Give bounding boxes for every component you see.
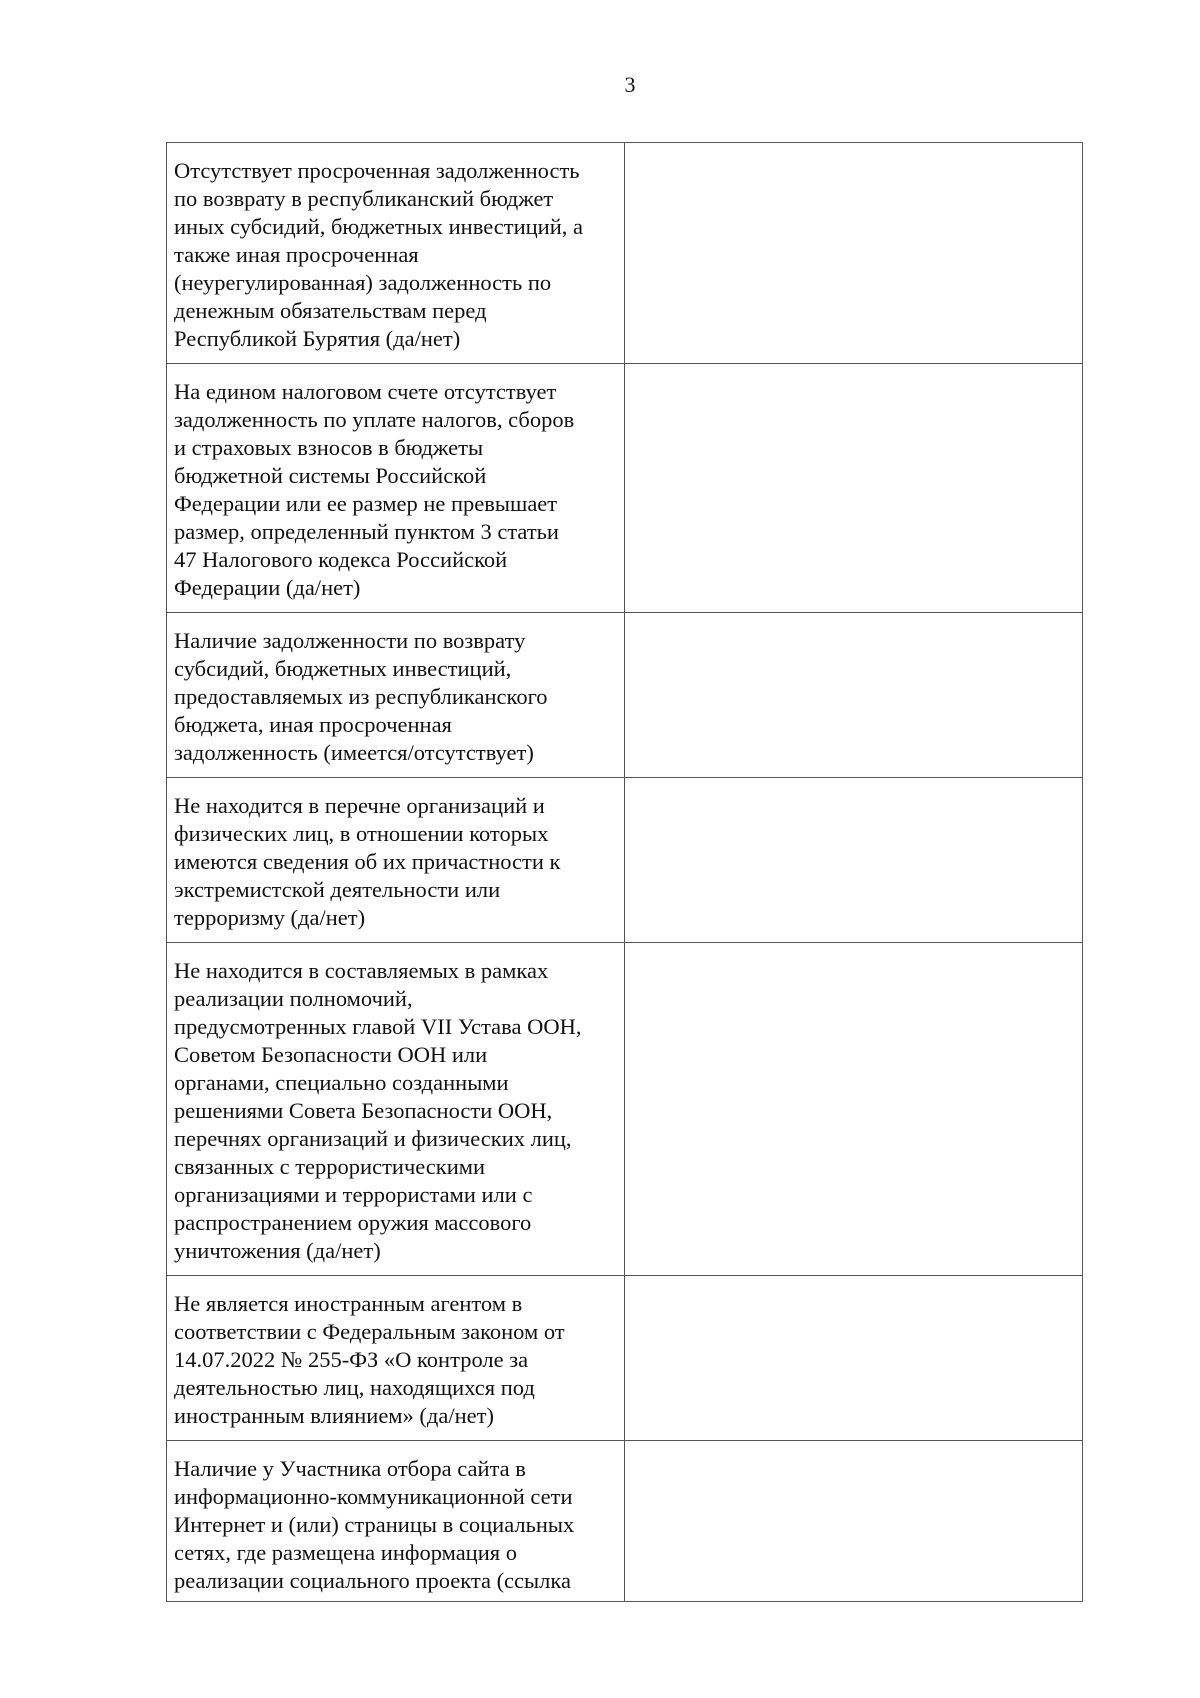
criterion-text-line: Не находится в перечне организаций и [174,793,545,818]
table-row [167,143,1083,364]
table-row [167,613,1083,778]
criterion-text-line: перечнях организаций и физических лиц, [174,1126,572,1151]
table-row [167,943,1083,1276]
criterion-label-cell [167,778,625,943]
criterion-text-line: и страховых взносов в бюджеты [174,435,484,460]
criterion-text-line: бюджетной системы Российской [174,463,487,488]
criterion-text-line: задолженность по уплате налогов, сборов [174,407,575,432]
criterion-text-line: Федерации или ее размер не превышает [174,491,558,516]
criterion-text-line: размер, определенный пунктом 3 статьи [174,519,559,544]
table-row [167,778,1083,943]
criterion-label-cell [167,613,625,778]
criterion-answer-cell[interactable] [625,778,1083,943]
criterion-text-line: Интернет и (или) страницы в социальных [174,1512,575,1537]
criterion-text-line: по возврату в республиканский бюджет [174,186,554,211]
criterion-text-line: бюджета, иная просроченная [174,712,452,737]
criterion-text-line: Республикой Бурятия (да/нет) [174,326,461,351]
criterion-label-cell [167,143,625,364]
criterion-text-line: сетях, где размещена информация о [174,1540,517,1565]
questionnaire-table [166,142,1083,1602]
criterion-answer-cell[interactable] [625,613,1083,778]
criterion-text-line: информационно-коммуникационной сети [174,1484,573,1509]
criterion-text-line: На едином налоговом счете отсутствует [174,379,557,404]
criterion-text-line: (неурегулированная) задолженность по [174,270,552,295]
criterion-text-line: решениями Совета Безопасности ООН, [174,1098,553,1123]
criterion-answer-cell[interactable] [625,364,1083,613]
criterion-label-cell [167,943,625,1276]
criterion-text-line: 47 Налогового кодекса Российской [174,547,508,572]
criterion-text-line: предусмотренных главой VII Устава ООН, [174,1014,582,1039]
table-body [167,143,1083,1602]
criterion-text-line: соответствии с Федеральным законом от [174,1319,565,1344]
criterion-text-line: субсидий, бюджетных инвестиций, [174,656,512,681]
criterion-text-line: Федерации (да/нет) [174,575,361,600]
criterion-text-line: предоставляемых из республиканского [174,684,548,709]
criterion-text-line: Наличие у Участника отбора сайта в [174,1456,526,1481]
criterion-answer-cell[interactable] [625,1441,1083,1602]
criterion-text-line: также иная просроченная [174,242,419,267]
criterion-label-cell [167,1276,625,1441]
criterion-text-line: организациями и террористами или с [174,1182,533,1207]
criterion-text-line: связанных с террористическими [174,1154,486,1179]
criterion-text-line: иных субсидий, бюджетных инвестиций, а [174,214,583,239]
criterion-label-cell [167,1441,625,1602]
criterion-text-line: Отсутствует просроченная задолженность [174,158,580,183]
criterion-answer-cell[interactable] [625,143,1083,364]
criterion-text-line: органами, специально созданными [174,1070,509,1095]
criterion-text-line: иностранным влиянием» (да/нет) [174,1403,494,1428]
criterion-text-line: физических лиц, в отношении которых [174,821,549,846]
table-row [167,1276,1083,1441]
table-row [167,364,1083,613]
criterion-text-line: распространением оружия массового [174,1210,532,1235]
table-row [167,1441,1083,1602]
page-number: 3 [624,72,636,97]
criterion-text-line: Наличие задолженности по возврату [174,628,526,653]
criterion-answer-cell[interactable] [625,1276,1083,1441]
criterion-text-line: реализации социального проекта (ссылка [174,1568,571,1593]
criterion-text-line: деятельностью лиц, находящихся под [174,1375,535,1400]
criterion-text-line: экстремистской деятельности или [174,877,501,902]
criterion-text-line: уничтожения (да/нет) [174,1238,381,1263]
criterion-text-line: денежным обязательствам перед [174,298,487,323]
criterion-text-line: Не является иностранным агентом в [174,1291,523,1316]
criterion-label-cell [167,364,625,613]
criterion-text-line: задолженность (имеется/отсутствует) [174,740,534,765]
criterion-text-line: имеются сведения об их причастности к [174,849,561,874]
criterion-text-line: 14.07.2022 № 255-ФЗ «О контроле за [174,1347,529,1372]
criterion-answer-cell[interactable] [625,943,1083,1276]
criterion-text-line: реализации полномочий, [174,986,413,1011]
criterion-text-line: Советом Безопасности ООН или [174,1042,488,1067]
criterion-text-line: терроризму (да/нет) [174,905,366,930]
criterion-text-line: Не находится в составляемых в рамках [174,958,549,983]
